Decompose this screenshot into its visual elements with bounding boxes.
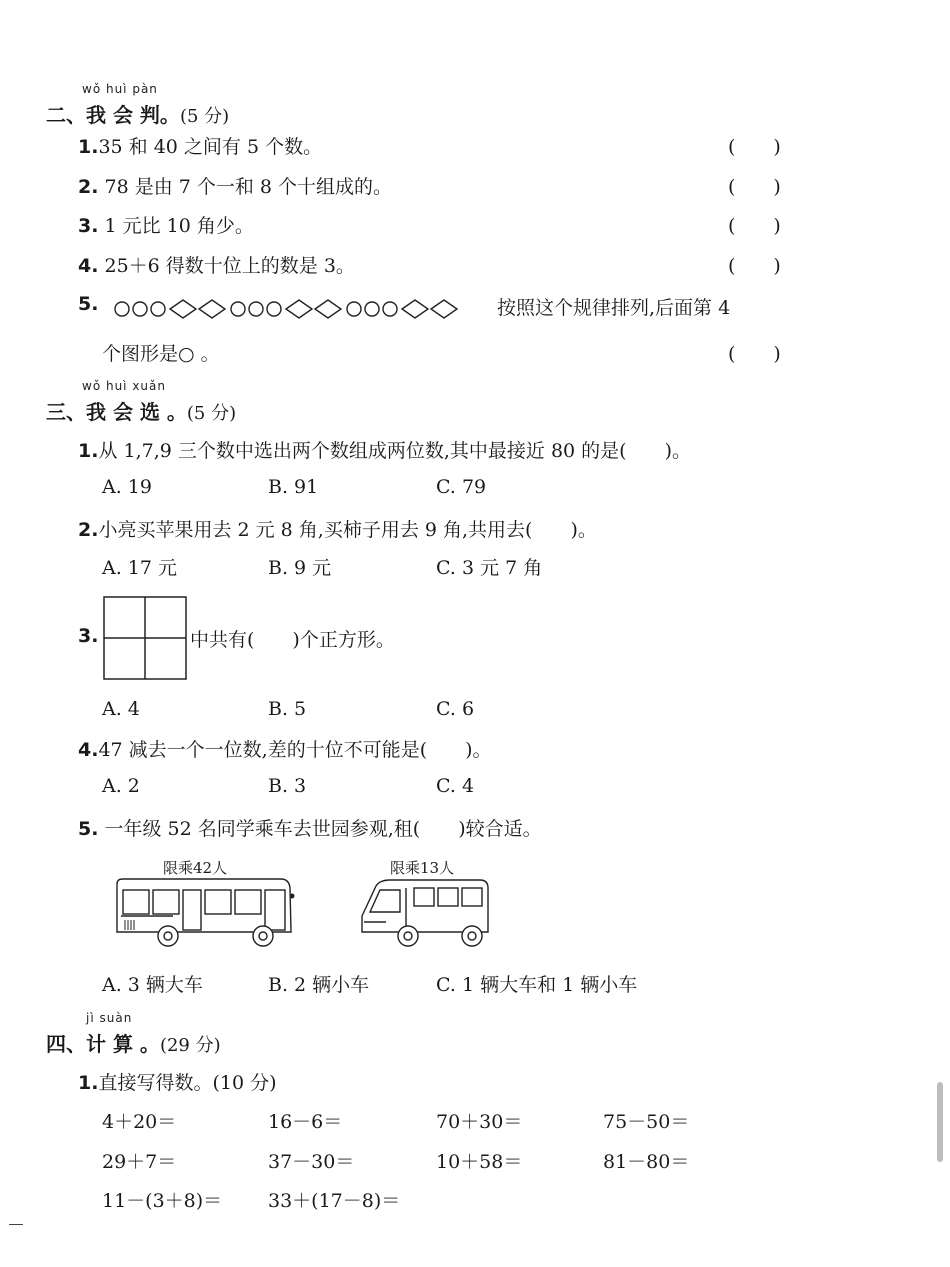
section4-points: (29 分) bbox=[159, 1035, 221, 1056]
option-a[interactable]: A. 17 元 bbox=[102, 557, 178, 579]
question-row bbox=[78, 515, 597, 542]
shape-pattern-icon bbox=[106, 296, 494, 322]
section4-pinyin: jì suàn bbox=[86, 1011, 133, 1025]
question-number: 4. bbox=[78, 739, 99, 761]
option-c[interactable]: C. 6 bbox=[436, 698, 475, 720]
calc-item[interactable]: 70＋30＝ bbox=[436, 1111, 523, 1133]
section4-heading bbox=[46, 1028, 221, 1057]
calc-item[interactable]: 4＋20＝ bbox=[102, 1111, 177, 1133]
option-b[interactable]: B. 91 bbox=[268, 476, 319, 498]
question-text: 小亮买苹果用去 2 元 8 角,买柿子用去 9 角,共用去( )。 bbox=[98, 519, 597, 541]
option-b[interactable]: B. 9 元 bbox=[268, 557, 332, 579]
question-text: 25＋6 得数十位上的数是 3。 bbox=[104, 255, 355, 277]
section3-points: (5 分) bbox=[186, 403, 237, 424]
calc-item[interactable]: 29＋7＝ bbox=[102, 1151, 177, 1173]
question-text: 中共有( )个正方形。 bbox=[190, 629, 395, 651]
question-row bbox=[78, 814, 542, 841]
van-icon bbox=[356, 876, 492, 948]
section2-heading bbox=[46, 99, 229, 128]
answer-blank[interactable]: ( ) bbox=[728, 136, 781, 158]
option-c[interactable]: C. 79 bbox=[436, 476, 487, 498]
question-number: 2. bbox=[78, 176, 99, 198]
answer-blank[interactable]: ( ) bbox=[728, 176, 781, 198]
calc-item[interactable]: 37－30＝ bbox=[268, 1151, 355, 1173]
calc-item[interactable]: 16－6＝ bbox=[268, 1111, 343, 1133]
section2-pinyin: wǒ huì pàn bbox=[82, 82, 158, 96]
question-number: 5. bbox=[78, 293, 99, 315]
question-row bbox=[78, 251, 355, 278]
question-number: 1. bbox=[78, 440, 99, 462]
option-a[interactable]: A. 2 bbox=[102, 775, 140, 797]
section2-title: 二、我 会 判。 bbox=[46, 103, 180, 127]
square-grid-figure bbox=[103, 596, 187, 680]
calc-item[interactable]: 81－80＝ bbox=[603, 1151, 690, 1173]
question-row bbox=[78, 436, 691, 463]
question-text: 1 元比 10 角少。 bbox=[104, 215, 254, 237]
van-capacity-label: 限乘13人 bbox=[390, 859, 455, 877]
option-b[interactable]: B. 3 bbox=[268, 775, 307, 797]
question-text: 47 减去一个一位数,差的十位不可能是( )。 bbox=[98, 739, 492, 761]
answer-blank[interactable]: ( ) bbox=[728, 343, 781, 365]
answer-blank[interactable]: ( ) bbox=[728, 215, 781, 237]
section3-heading bbox=[46, 396, 236, 425]
question-number: 3. bbox=[78, 625, 99, 647]
question-row bbox=[78, 211, 254, 238]
question-number: 5. bbox=[78, 818, 99, 840]
option-b[interactable]: B. 2 辆小车 bbox=[268, 974, 370, 996]
page-edge-mark bbox=[9, 1224, 23, 1225]
question-number: 1. bbox=[78, 1072, 99, 1094]
question-text: 35 和 40 之间有 5 个数。 bbox=[98, 136, 323, 158]
calc-item[interactable]: 11－(3＋8)＝ bbox=[102, 1190, 223, 1212]
option-c[interactable]: C. 3 元 7 角 bbox=[436, 557, 543, 579]
option-a[interactable]: A. 19 bbox=[102, 476, 152, 498]
question-number: 4. bbox=[78, 255, 99, 277]
calc-item[interactable]: 10＋58＝ bbox=[436, 1151, 523, 1173]
option-a[interactable]: A. 4 bbox=[102, 698, 140, 720]
question-number: 3. bbox=[78, 215, 99, 237]
answer-blank[interactable]: ( ) bbox=[728, 255, 781, 277]
question-row bbox=[78, 172, 392, 199]
question-text: 按照这个规律排列,后面第 4 bbox=[497, 297, 731, 319]
bus-icon bbox=[113, 876, 295, 948]
calc-item[interactable]: 33＋(17－8)＝ bbox=[268, 1190, 401, 1212]
option-a[interactable]: A. 3 辆大车 bbox=[102, 974, 203, 996]
option-b[interactable]: B. 5 bbox=[268, 698, 307, 720]
section3-title: 三、我 会 选 。 bbox=[46, 400, 187, 424]
question-row bbox=[78, 132, 322, 159]
question-text: 直接写得数。(10 分) bbox=[98, 1072, 277, 1094]
question-row bbox=[78, 1068, 277, 1095]
question-row bbox=[78, 735, 492, 762]
question-number: 2. bbox=[78, 519, 99, 541]
section3-pinyin: wǒ huì xuǎn bbox=[82, 379, 166, 393]
question-row bbox=[78, 293, 98, 315]
section4-title: 四、计 算 。 bbox=[46, 1032, 160, 1056]
question-text-line2: 个图形是○ 。 bbox=[102, 343, 220, 365]
scrollbar-thumb[interactable] bbox=[937, 1082, 943, 1162]
calc-item[interactable]: 75－50＝ bbox=[603, 1111, 690, 1133]
question-text: 一年级 52 名同学乘车去世园参观,租( )较合适。 bbox=[104, 818, 542, 840]
question-number: 1. bbox=[78, 136, 99, 158]
bus-capacity-label: 限乘42人 bbox=[163, 859, 228, 877]
question-text: 从 1,7,9 三个数中选出两个数组成两位数,其中最接近 80 的是( )。 bbox=[98, 440, 691, 462]
option-c[interactable]: C. 1 辆大车和 1 辆小车 bbox=[436, 974, 638, 996]
question-text: 78 是由 7 个一和 8 个十组成的。 bbox=[104, 176, 393, 198]
option-c[interactable]: C. 4 bbox=[436, 775, 475, 797]
section2-points: (5 分) bbox=[179, 106, 230, 127]
